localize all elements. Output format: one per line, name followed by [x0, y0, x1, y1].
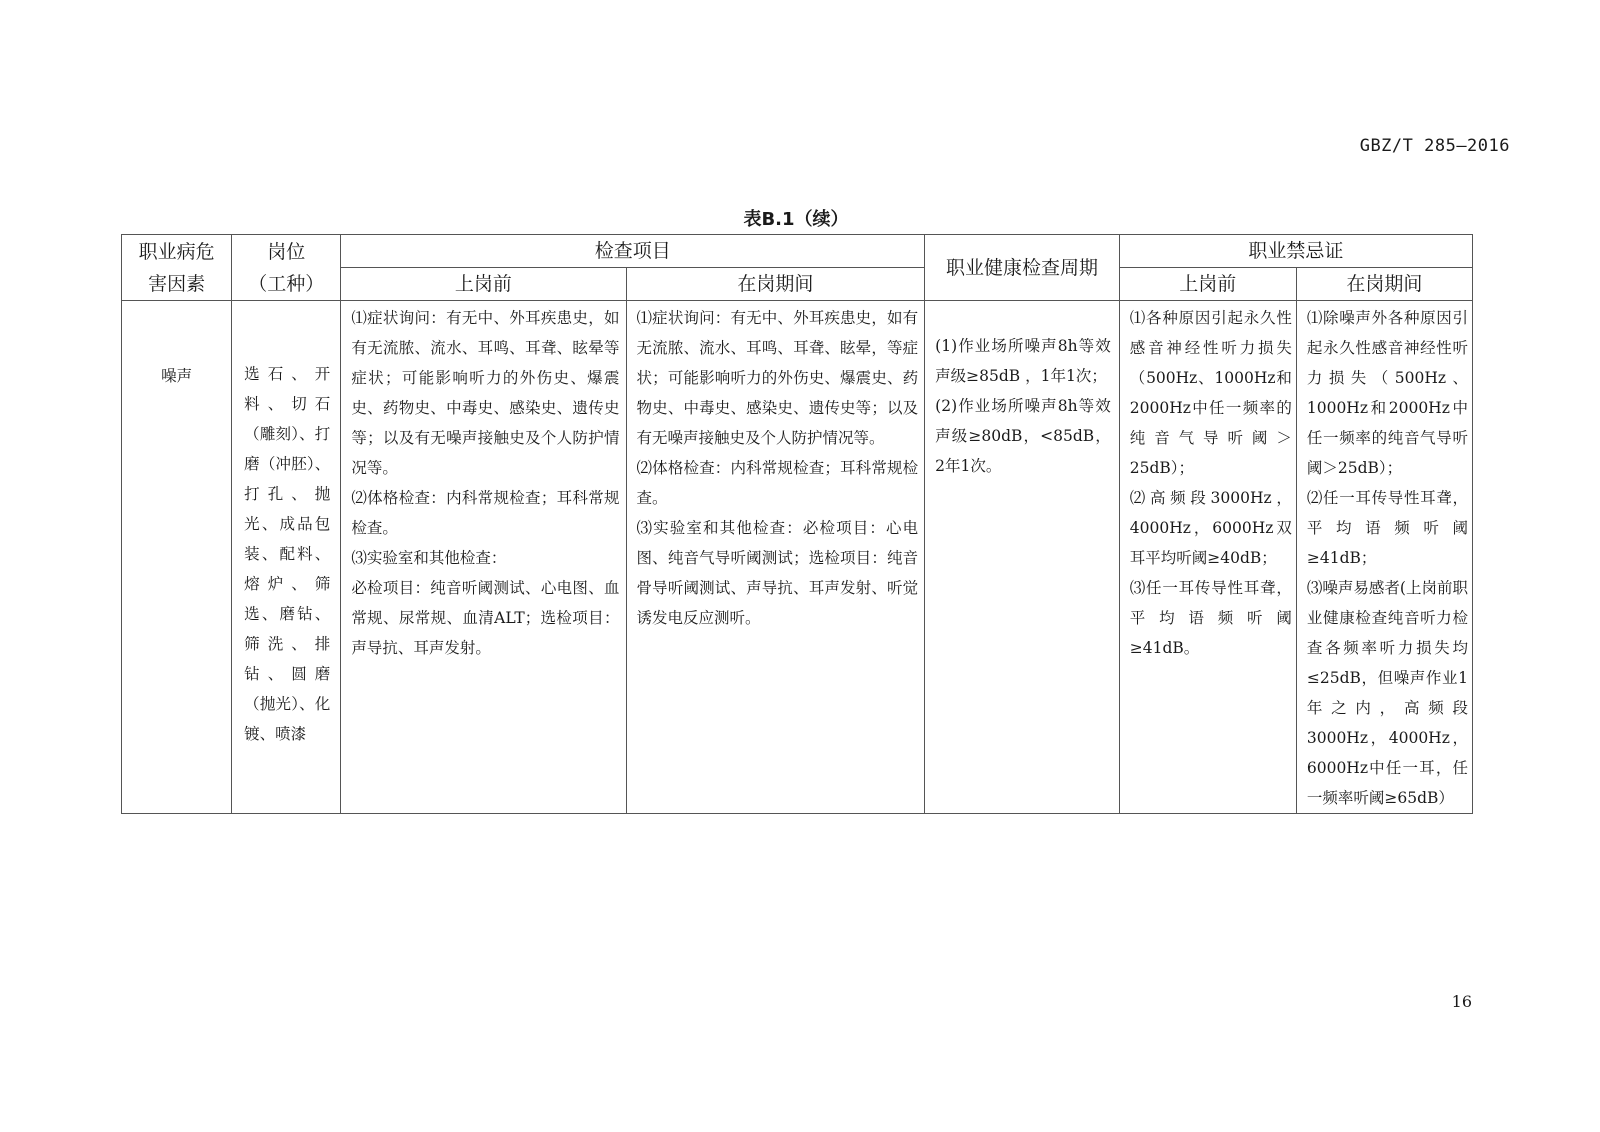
exam-pre-item-2: ⑵体格检查：内科常规检查；耳科常规检查。 — [351, 489, 620, 537]
header-contraindications: 职业禁忌证 — [1119, 235, 1472, 268]
header-factor — [122, 235, 232, 301]
contra-pre-item-1: ⑴各种原因引起永久性感音神经性听力损失（500Hz、1000Hz和2000Hz中任一频率的纯音气导听阈＞25dB）； — [1129, 309, 1292, 477]
header-cycle: 职业健康检查周期 — [925, 235, 1120, 301]
header-exam-during: 在岗期间 — [626, 268, 925, 301]
occupational-health-table — [121, 234, 1473, 814]
header-contra-pre: 上岗前 — [1119, 268, 1296, 301]
header-post-line2: （工种） — [248, 272, 325, 295]
header-exam-pre: 上岗前 — [341, 268, 626, 301]
header-contra-during: 在岗期间 — [1296, 268, 1472, 301]
contra-during-item-3: ⑶噪声易感者(上岗前职业健康检查纯音听力检查各频率听力损失均≤25dB，但噪声作业1年之内，高频段3000Hz，4000Hz，6000Hz中任一耳，任一频率听阈≥65dB） — [1306, 579, 1468, 807]
header-exam-items: 检查项目 — [341, 235, 925, 268]
cycle-item-2: (2)作业场所噪声8h等效声级≥80dB，<85dB，2年1次。 — [935, 397, 1111, 475]
cell-exam-during — [626, 301, 925, 814]
exam-pre-item-4: 必检项目：纯音听阈测试、心电图、血常规、尿常规、血清ALT；选检项目：声导抗、耳声发射。 — [351, 579, 620, 657]
cell-contra-pre — [1119, 301, 1296, 814]
contra-during-item-1: ⑴除噪声外各种原因引起永久性感音神经性听力损失（500Hz、1000Hz和2000Hz中任一频率的纯音气导听阈＞25dB）； — [1306, 309, 1468, 477]
exam-during-item-3: ⑶实验室和其他检查：必检项目：心电图、纯音气导听阈测试；选检项目：纯音骨导听阈测试、声导抗、耳声发射、听觉诱发电反应测听。 — [636, 519, 919, 627]
exam-pre-item-1: ⑴症状询问：有无中、外耳疾患史，如有无流脓、流水、耳鸣、耳聋、眩晕等症状；可能影响听力的外伤史、爆震史、药物史、中毒史、感染史、遗传史等；以及有无噪声接触史及个人防护情况等。 — [351, 309, 620, 477]
page-number: 16 — [1451, 992, 1472, 1011]
table-caption: 表B.1（续） — [743, 209, 849, 230]
cell-exam-pre — [341, 301, 626, 814]
header-post-line1: 岗位 — [267, 240, 306, 263]
cell-post: 选石、开料、切石（雕刻）、打磨（冲胚）、打孔、抛光、成品包装、配料、熔炉、筛选、磨钻、筛洗、排钻、圆磨（抛光）、化镀、喷漆 — [232, 301, 341, 814]
exam-during-item-2: ⑵体格检查：内科常规检查；耳科常规检查。 — [636, 459, 919, 507]
cycle-item-1: (1)作业场所噪声8h等效声级≥85dB ，1年1次； — [935, 337, 1111, 385]
cell-cycle — [925, 301, 1120, 814]
header-post — [232, 235, 341, 301]
header-factor-line1: 职业病危 — [138, 240, 215, 263]
cell-factor: 噪声 — [122, 301, 232, 814]
contra-pre-item-3: ⑶任一耳传导性耳聋，平均语频听阈≥41dB。 — [1129, 579, 1292, 657]
contra-during-item-2: ⑵任一耳传导性耳聋，平均语频听阈≥41dB； — [1306, 489, 1468, 567]
exam-during-item-1: ⑴症状询问：有无中、外耳疾患史，如有无流脓、流水、耳鸣、耳聋、眩晕，等症状；可能影响听力的外伤史、爆震史、药物史、中毒史、感染史、遗传史等；以及有无噪声接触史及个人防护情况等。 — [636, 309, 919, 447]
document-code: GBZ/T 285—2016 — [1359, 136, 1510, 156]
header-factor-line2: 害因素 — [148, 272, 206, 295]
exam-pre-item-3: ⑶实验室和其他检查： — [351, 549, 507, 567]
cell-contra-during — [1296, 301, 1472, 814]
table-row — [122, 301, 1473, 814]
contra-pre-item-2: ⑵高频段3000Hz，4000Hz，6000Hz双耳平均听阈≥40dB； — [1129, 489, 1292, 567]
